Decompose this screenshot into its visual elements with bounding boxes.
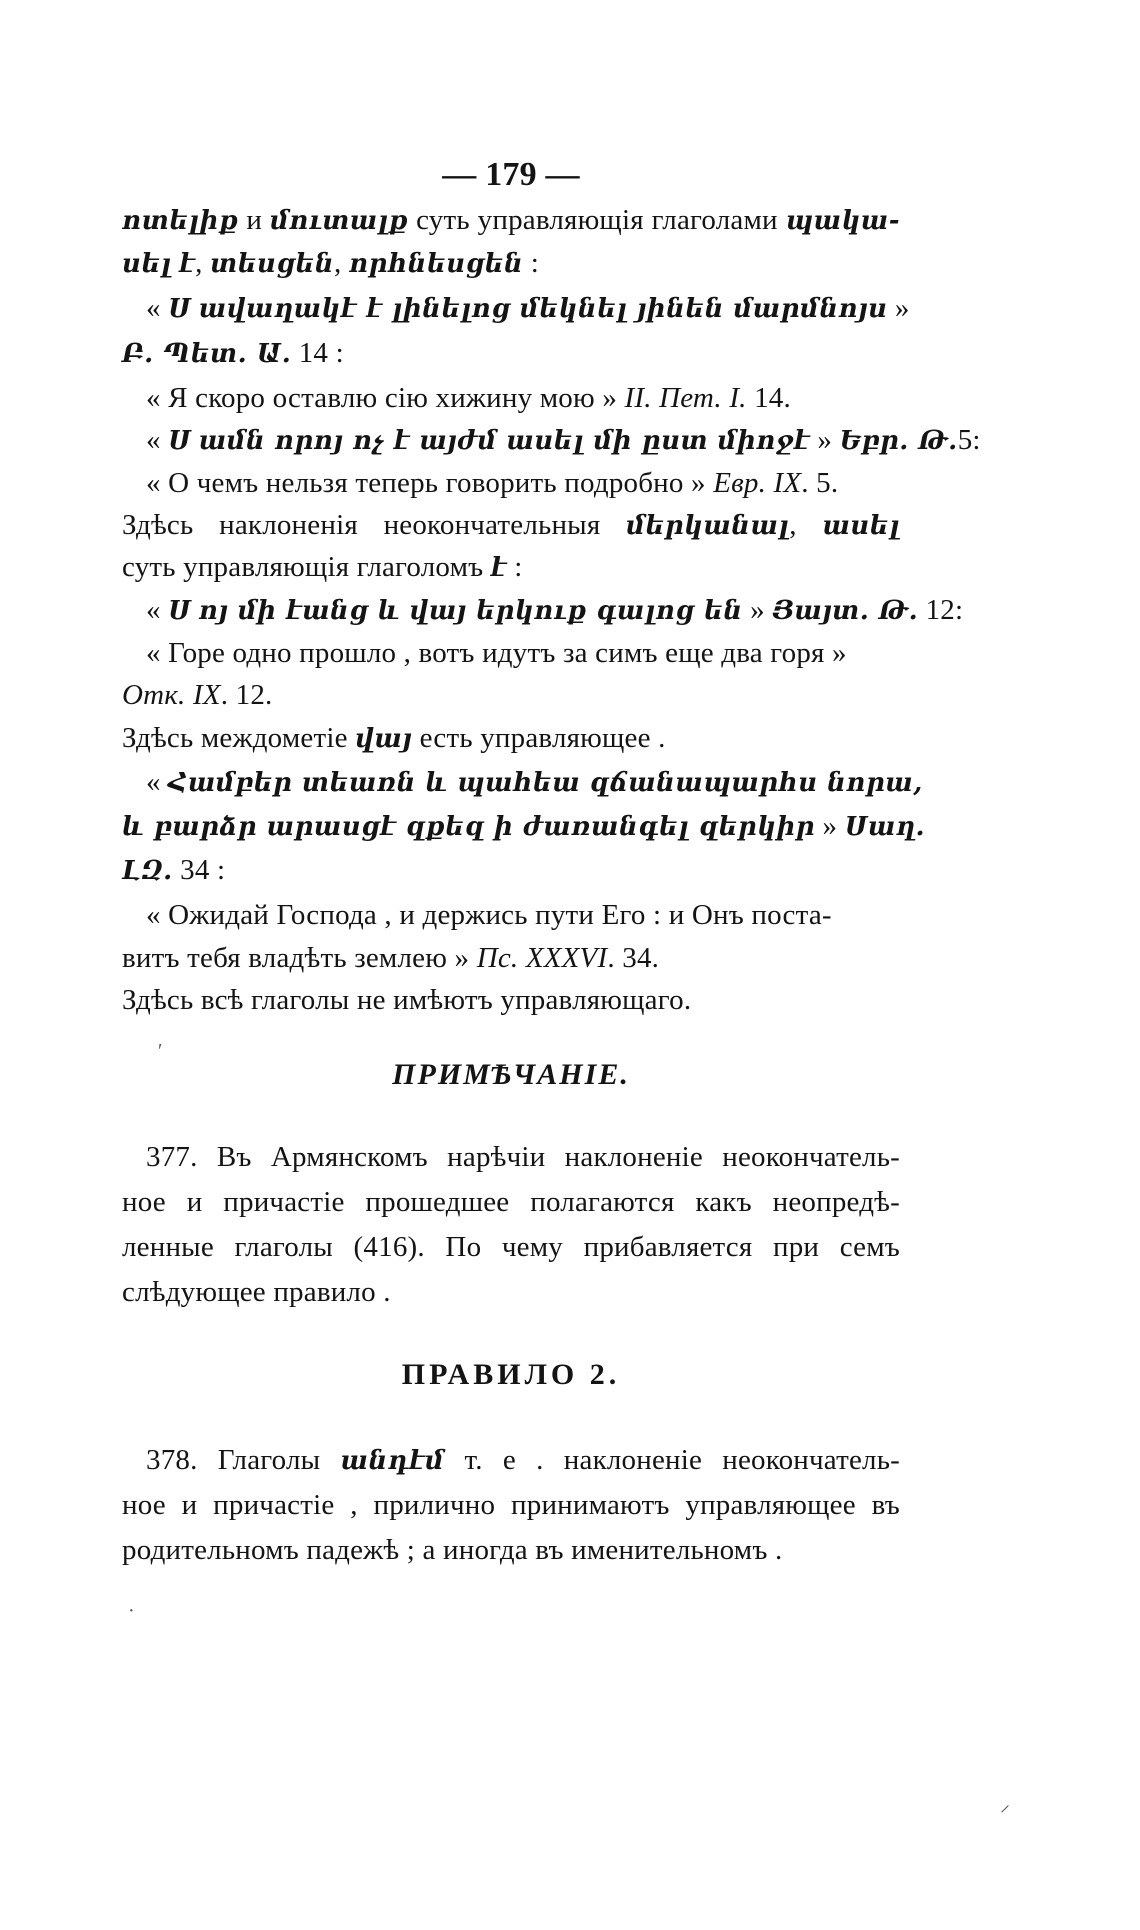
- armenian-text: ոտելիք: [122, 206, 239, 236]
- russian-text: :: [523, 247, 539, 279]
- paragraph-line: [122, 1182, 900, 1222]
- reference-line: [122, 675, 900, 715]
- russian-text: ПРИМѢЧАНІЕ.: [392, 1058, 630, 1091]
- russian-text: «: [146, 424, 169, 456]
- russian-text: витъ тебя владѣть землею »: [122, 942, 477, 974]
- paragraph-line: [122, 1272, 900, 1312]
- russian-text: суть управляющія глаголами: [408, 204, 786, 236]
- russian-text: ,: [789, 509, 823, 541]
- section-heading-note: [122, 1055, 900, 1095]
- reference-line: [122, 850, 900, 891]
- armenian-text: Ս: [168, 426, 192, 456]
- russian-text: 14.: [746, 382, 791, 414]
- russian-text: »: [815, 810, 845, 842]
- russian-text: 378. Глаголы: [146, 1444, 341, 1476]
- russian-text: . 5.: [801, 467, 839, 499]
- quote-line: [146, 895, 900, 935]
- armenian-text: Բ. Պետ. Ա.: [122, 339, 292, 369]
- paragraph-line: [146, 1440, 900, 1481]
- armenian-text: Սաղ.: [844, 812, 926, 842]
- reference-text: Евр. IX: [713, 467, 802, 499]
- reference-text: Отк. IX: [122, 679, 221, 711]
- russian-text: Здѣсь всѣ глаголы не имѣютъ управляющаго.: [122, 984, 692, 1016]
- ink-speck: ·: [128, 1600, 135, 1622]
- quote-line: [146, 463, 900, 503]
- russian-text: «: [146, 594, 169, 626]
- armenian-text: տեսցեն: [210, 249, 335, 279]
- russian-text: [191, 292, 198, 324]
- russian-text: :: [506, 551, 523, 583]
- russian-text: ,: [334, 247, 349, 279]
- armenian-text: և բարձր արասցէ զքեզ ի ժառանգել զերկիր: [122, 812, 816, 842]
- armenian-text: ԼԶ.: [122, 856, 173, 886]
- russian-text: слѣдующее правило .: [122, 1276, 391, 1308]
- quote-line: [146, 762, 923, 803]
- russian-text: есть управляющее .: [412, 722, 666, 754]
- quote-line: [122, 938, 900, 978]
- russian-text: ПРАВИЛО 2.: [401, 1358, 621, 1391]
- text-line: [122, 718, 900, 759]
- quote-line: [146, 288, 910, 329]
- armenian-text: որհնեսցեն: [348, 249, 524, 279]
- russian-text: ное и причастіе прошедшее полагаются какъ неопредѣ-: [122, 1186, 900, 1218]
- russian-text: . 12.: [220, 679, 273, 711]
- russian-text: «: [146, 292, 169, 324]
- russian-text: т. е . наклоненіе неокончатель-: [444, 1444, 900, 1476]
- russian-text: суть управляющія глаголомъ: [122, 551, 491, 583]
- russian-text: и: [238, 204, 270, 236]
- russian-text: «: [146, 766, 169, 798]
- armenian-text: մուտալք: [269, 206, 409, 236]
- russian-text: . 34.: [607, 942, 660, 974]
- text-line: [122, 505, 900, 546]
- russian-text: « Горе одно прошло , вотъ идутъ за симъ еще два горя »: [146, 637, 847, 669]
- armenian-text: Ս: [168, 294, 192, 324]
- reference-line: [122, 333, 900, 374]
- reference-text: Пс. XXXVI: [476, 942, 608, 974]
- russian-text: « Ожидай Господа , и держись пути Его : и Онъ поста-: [146, 899, 832, 931]
- quote-line: [146, 420, 981, 461]
- armenian-text: անդէմ: [340, 1446, 445, 1476]
- reference-text: II. Пет. I.: [624, 382, 747, 414]
- russian-text: родительномъ падежѣ ; а иногда въ именительномъ .: [122, 1534, 783, 1566]
- text-line: [122, 980, 900, 1020]
- russian-text: Здѣсь наклоненія неокончательныя: [122, 509, 627, 541]
- russian-text: 12:: [918, 594, 964, 626]
- text-line: [122, 243, 900, 284]
- armenian-text: մերկանալ: [626, 511, 790, 541]
- armenian-text: սել: [122, 249, 172, 279]
- armenian-text: պակա-: [785, 206, 900, 236]
- russian-text: 5:: [957, 424, 981, 456]
- russian-text: 34 :: [172, 854, 226, 886]
- quote-line: [122, 806, 926, 847]
- armenian-text: ամն որոյ ոչ է այժմ ասել մի ըստ միոջէ: [198, 426, 810, 456]
- text-line: [122, 547, 900, 588]
- russian-text: ленные глаголы (416). По чему прибавляется при семъ: [122, 1231, 900, 1263]
- page-number: — 179 —: [442, 156, 580, 193]
- ink-speck: ⸝: [1000, 1794, 1010, 1816]
- armenian-text: ավաղակէ է լինելոց մեկնել յինեն մարմնոյս: [198, 294, 888, 324]
- russian-text: »: [809, 424, 840, 456]
- russian-text: [191, 424, 198, 456]
- ink-speck: ′: [158, 1040, 163, 1062]
- armenian-text: Համբեր տեառն և պահեա զճանապարհս նորա,: [168, 768, 923, 798]
- armenian-text: Յայտ. Թ.: [772, 596, 919, 626]
- russian-text: 14 :: [291, 337, 344, 369]
- quote-line: [146, 633, 900, 673]
- quote-line: [146, 590, 964, 631]
- armenian-text: Եբր. Թ.: [839, 426, 958, 456]
- russian-text: Здѣсь междометіе: [122, 722, 356, 754]
- paragraph-line: [122, 1485, 900, 1525]
- russian-text: [172, 247, 179, 279]
- armenian-text: է: [490, 553, 507, 583]
- russian-text: [191, 594, 198, 626]
- russian-text: ,: [195, 247, 211, 279]
- section-heading-rule: [122, 1355, 900, 1395]
- armenian-text: ոյ մի էանց և վայ երկուք գալոց են: [198, 596, 743, 626]
- armenian-text: Ս: [168, 596, 192, 626]
- armenian-text: վայ: [355, 724, 413, 754]
- text-line: [122, 200, 900, 241]
- russian-text: »: [742, 594, 773, 626]
- quote-line: [146, 378, 900, 418]
- armenian-text: է: [179, 249, 196, 279]
- russian-text: « О чемъ нельзя теперь говорить подробно »: [146, 467, 714, 499]
- russian-text: ное и причастіе , прилично принимаютъ управляющее въ: [122, 1489, 900, 1521]
- russian-text: »: [887, 292, 910, 324]
- russian-text: « Я скоро оставлю сію хижину мою »: [146, 382, 625, 414]
- paragraph-line: [122, 1227, 900, 1267]
- paragraph-line: [122, 1530, 900, 1570]
- russian-text: 377. Въ Армянскомъ нарѣчіи наклоненіе неокончатель-: [146, 1141, 900, 1173]
- paragraph-line: [146, 1137, 900, 1177]
- armenian-text: ասել: [822, 511, 900, 541]
